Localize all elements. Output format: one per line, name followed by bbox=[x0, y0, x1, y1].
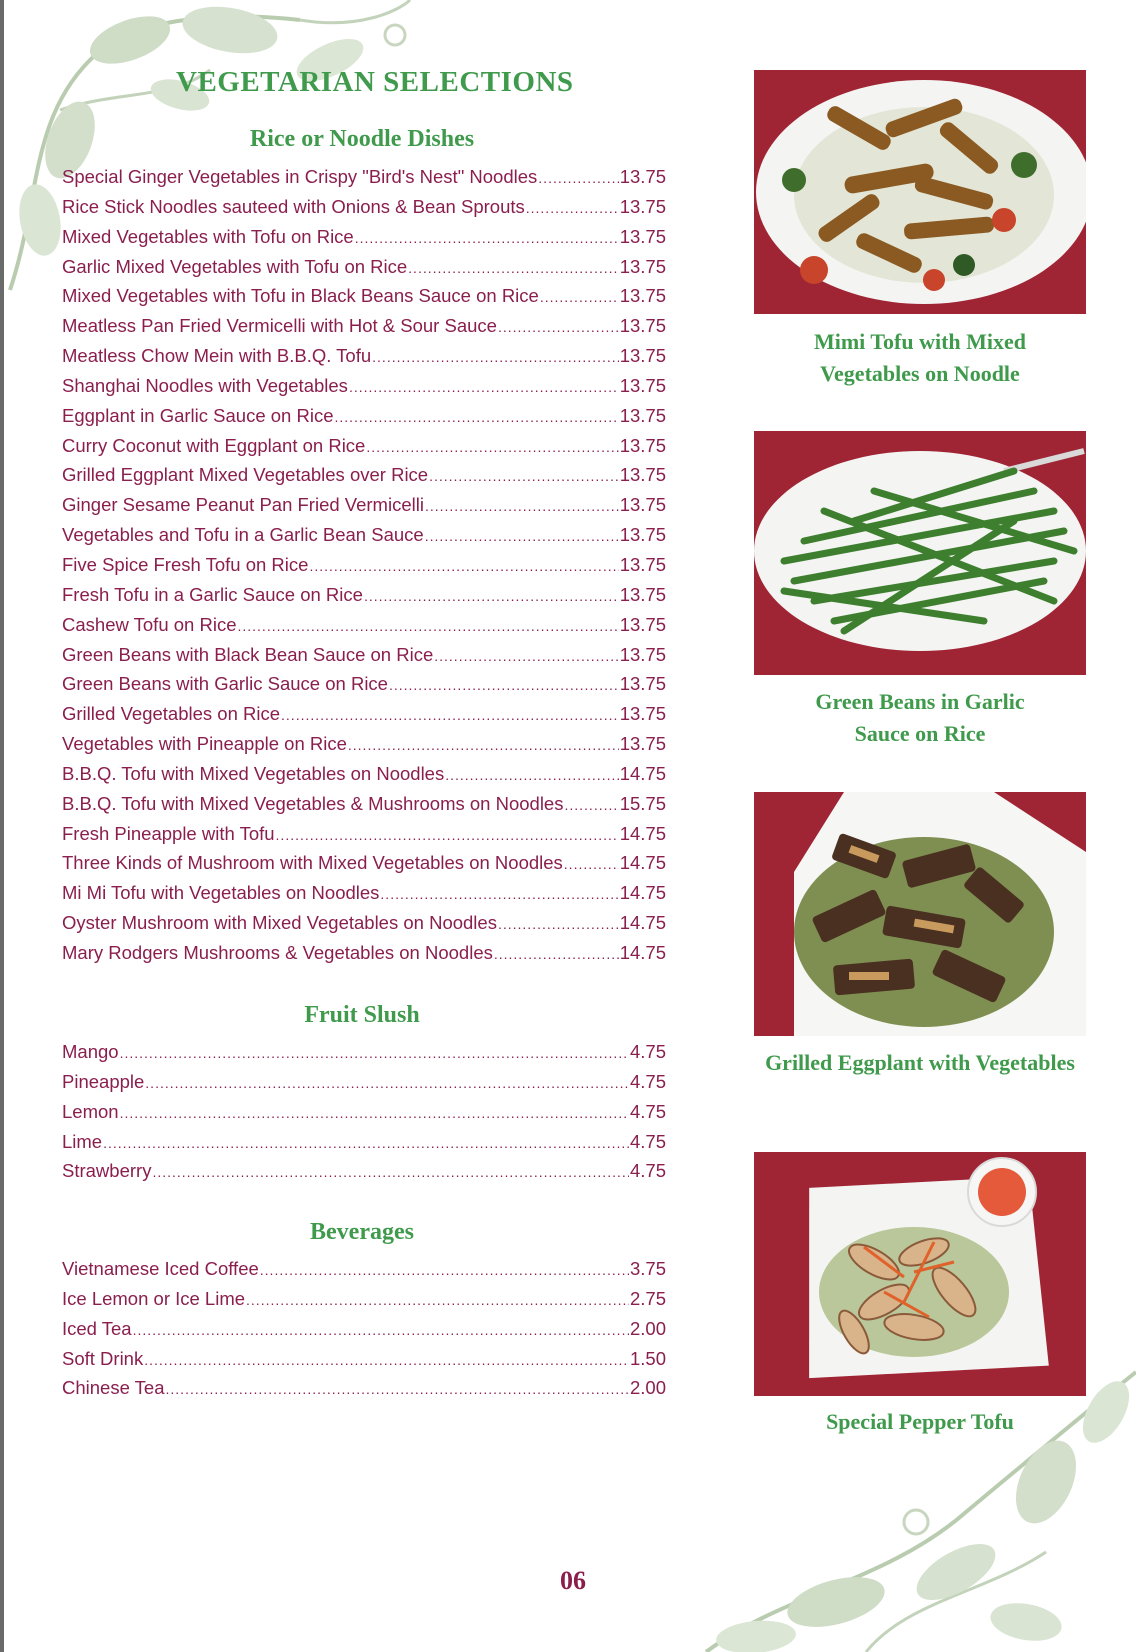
dot-leader bbox=[349, 373, 619, 403]
dot-leader bbox=[145, 1069, 629, 1099]
menu-item-name: B.B.Q. Tofu with Mixed Vegetables on Noodles bbox=[62, 762, 445, 784]
menu-item-name: Meatless Chow Mein with B.B.Q. Tofu bbox=[62, 345, 372, 367]
dot-leader bbox=[564, 850, 619, 880]
menu-item bbox=[62, 341, 666, 371]
dot-leader bbox=[276, 821, 619, 851]
dot-leader bbox=[389, 671, 619, 701]
menu-item bbox=[62, 789, 666, 819]
menu-item-name: Mi Mi Tofu with Vegetables on Noodles bbox=[62, 882, 380, 904]
dot-leader bbox=[372, 343, 619, 373]
menu-item-price: 13.75 bbox=[619, 673, 666, 695]
menu-item-price: 13.75 bbox=[619, 703, 666, 725]
menu-item bbox=[62, 878, 666, 908]
menu-item-price: 13.75 bbox=[619, 315, 666, 337]
vine-decoration-bottom bbox=[666, 1352, 1136, 1652]
dot-leader bbox=[260, 1256, 629, 1286]
menu-item bbox=[62, 938, 666, 968]
dot-leader bbox=[429, 462, 619, 492]
menu-item-name: Curry Coconut with Eggplant on Rice bbox=[62, 434, 366, 456]
caption-line: Mimi Tofu with Mixed bbox=[813, 329, 1027, 354]
dot-leader bbox=[348, 731, 619, 761]
menu-item-name: Vegetables and Tofu in a Garlic Bean Sauce bbox=[62, 524, 424, 546]
menu-item-price: 14.75 bbox=[619, 912, 666, 934]
pepper-tofu-dish-photo bbox=[754, 1152, 1086, 1396]
menu-item bbox=[62, 192, 666, 222]
dot-leader bbox=[526, 194, 619, 224]
menu-item-name: Chinese Tea bbox=[62, 1377, 165, 1399]
menu-item-name: Green Beans with Black Bean Sauce on Rice bbox=[62, 643, 434, 665]
menu-item bbox=[62, 281, 666, 311]
menu-item-price: 13.75 bbox=[619, 553, 666, 575]
tofu-noodle-dish-photo bbox=[754, 70, 1086, 314]
menu-item bbox=[62, 252, 666, 282]
menu-item bbox=[62, 1156, 666, 1186]
green-beans-dish-photo bbox=[754, 431, 1086, 675]
grilled-eggplant-dish-photo bbox=[754, 792, 1086, 1036]
menu-item-price: 13.75 bbox=[619, 285, 666, 307]
menu-item-price: 13.75 bbox=[619, 345, 666, 367]
menu-item-name: Shanghai Noodles with Vegetables bbox=[62, 374, 348, 396]
menu-item-name: Fresh Pineapple with Tofu bbox=[62, 822, 275, 844]
menu-item-name: Rice Stick Noodles sauteed with Onions & Bean Sprouts bbox=[62, 195, 525, 217]
menu-item-price: 13.75 bbox=[619, 494, 666, 516]
dot-leader bbox=[364, 582, 619, 612]
menu-item-name: Special Ginger Vegetables in Crispy "Bird's Nest" Noodles bbox=[62, 166, 538, 187]
section-title-rice-noodle: Rice or Noodle Dishes bbox=[249, 126, 475, 152]
menu-item-price: 2.75 bbox=[629, 1287, 666, 1309]
menu-item bbox=[62, 1314, 666, 1344]
menu-item bbox=[62, 1067, 666, 1097]
menu-item bbox=[62, 162, 666, 192]
menu-item-price: 13.75 bbox=[619, 613, 666, 635]
caption-grilled-eggplant bbox=[736, 1047, 1104, 1079]
caption-line: Green Beans in Garlic bbox=[815, 689, 1025, 714]
menu-item-name: Iced Tea bbox=[62, 1317, 132, 1339]
menu-item-price: 14.75 bbox=[619, 822, 666, 844]
menu-item-name: Oyster Mushroom with Mixed Vegetables on Noodles bbox=[62, 912, 497, 934]
menu-item-name: Strawberry bbox=[62, 1160, 152, 1182]
menu-item-price: 4.75 bbox=[629, 1100, 666, 1122]
menu-item-name: Soft Drink bbox=[62, 1347, 144, 1369]
menu-item-price: 15.75 bbox=[619, 792, 666, 814]
menu-item-name: Mixed Vegetables with Tofu on Rice bbox=[62, 225, 354, 247]
menu-item-price: 14.75 bbox=[619, 941, 666, 963]
menu-item bbox=[62, 550, 666, 580]
dot-leader bbox=[564, 791, 618, 821]
menu-item-price: 4.75 bbox=[629, 1041, 666, 1062]
dot-leader bbox=[152, 1158, 629, 1188]
menu-item bbox=[62, 1284, 666, 1314]
menu-item-price: 3.75 bbox=[629, 1258, 666, 1279]
page-number: 06 bbox=[560, 1566, 586, 1595]
dot-leader bbox=[144, 1346, 629, 1376]
menu-item-price: 13.75 bbox=[619, 374, 666, 396]
menu-item-name: B.B.Q. Tofu with Mixed Vegetables & Mushrooms on Noodles bbox=[62, 792, 564, 814]
dot-leader bbox=[366, 433, 618, 463]
menu-item-price: 4.75 bbox=[629, 1070, 666, 1092]
menu-item-price: 1.50 bbox=[629, 1347, 666, 1369]
dot-leader bbox=[237, 612, 618, 642]
menu-item-price: 13.75 bbox=[619, 225, 666, 247]
menu-item bbox=[62, 729, 666, 759]
menu-item bbox=[62, 401, 666, 431]
dot-leader bbox=[408, 254, 619, 284]
menu-item-name: Ginger Sesame Peanut Pan Fried Vermicelli bbox=[62, 494, 424, 516]
menu-item-name: Fresh Tofu in a Garlic Sauce on Rice bbox=[62, 583, 363, 605]
menu-list-rice-noodle bbox=[62, 162, 666, 968]
menu-item bbox=[62, 580, 666, 610]
menu-item-name: Vietnamese Iced Coffee bbox=[62, 1258, 259, 1279]
menu-item-price: 13.75 bbox=[619, 643, 666, 665]
dot-leader bbox=[309, 552, 618, 582]
dot-leader bbox=[540, 283, 619, 313]
menu-item-name: Five Spice Fresh Tofu on Rice bbox=[62, 553, 309, 575]
menu-item-name: Lime bbox=[62, 1130, 103, 1152]
menu-item-name: Grilled Vegetables on Rice bbox=[62, 703, 281, 725]
menu-item-name: Lemon bbox=[62, 1100, 119, 1122]
menu-item-price: 13.75 bbox=[619, 524, 666, 546]
menu-item bbox=[62, 490, 666, 520]
menu-item-name: Three Kinds of Mushroom with Mixed Vegetables on Noodles bbox=[62, 852, 563, 874]
page-title: VEGETARIAN SELECTIONS bbox=[176, 66, 574, 98]
caption-line: Grilled Eggplant with Vegetables bbox=[765, 1050, 1075, 1075]
menu-item-price: 14.75 bbox=[619, 852, 666, 874]
dot-leader bbox=[103, 1129, 629, 1159]
menu-item-name: Eggplant in Garlic Sauce on Rice bbox=[62, 404, 334, 426]
caption-tofu-noodle bbox=[736, 326, 1104, 390]
dot-leader bbox=[445, 761, 618, 791]
caption-line: Vegetables on Noodle bbox=[820, 361, 1020, 386]
section-title-fruit-slush: Fruit Slush bbox=[304, 1002, 420, 1028]
dot-leader bbox=[246, 1286, 629, 1316]
menu-item-price: 14.75 bbox=[619, 882, 666, 904]
menu-item-name: Grilled Eggplant Mixed Vegetables over Rice bbox=[62, 464, 429, 486]
dot-leader bbox=[281, 701, 619, 731]
menu-item-name: Garlic Mixed Vegetables with Tofu on Rice bbox=[62, 255, 408, 277]
caption-line: Sauce on Rice bbox=[854, 721, 986, 746]
caption-pepper-tofu bbox=[736, 1406, 1104, 1438]
menu-item bbox=[62, 1344, 666, 1374]
menu-item bbox=[62, 1127, 666, 1157]
menu-item bbox=[62, 1037, 666, 1067]
menu-item-price: 13.75 bbox=[619, 166, 666, 187]
dot-leader bbox=[120, 1099, 629, 1129]
dot-leader bbox=[380, 880, 618, 910]
caption-line: Special Pepper Tofu bbox=[826, 1409, 1014, 1434]
menu-item bbox=[62, 371, 666, 401]
menu-item-name: Green Beans with Garlic Sauce on Rice bbox=[62, 673, 388, 695]
menu-item bbox=[62, 699, 666, 729]
menu-item-name: Vegetables with Pineapple on Rice bbox=[62, 733, 347, 755]
menu-item-name: Ice Lemon or Ice Lime bbox=[62, 1287, 246, 1309]
dot-leader bbox=[133, 1316, 629, 1346]
menu-item-price: 13.75 bbox=[619, 404, 666, 426]
dot-leader bbox=[120, 1039, 629, 1069]
menu-item-price: 14.75 bbox=[619, 762, 666, 784]
menu-item-price: 13.75 bbox=[619, 733, 666, 755]
menu-item-name: Mary Rodgers Mushrooms & Vegetables on Noodles bbox=[62, 941, 493, 963]
menu-item bbox=[62, 460, 666, 490]
dot-leader bbox=[434, 642, 618, 672]
menu-item bbox=[62, 222, 666, 252]
menu-item-name: Mango bbox=[62, 1041, 119, 1062]
menu-item bbox=[62, 1373, 666, 1403]
menu-item-price: 13.75 bbox=[619, 464, 666, 486]
menu-item bbox=[62, 759, 666, 789]
menu-item bbox=[62, 520, 666, 550]
menu-item bbox=[62, 669, 666, 699]
menu-item-price: 2.00 bbox=[629, 1377, 666, 1399]
menu-item bbox=[62, 1097, 666, 1127]
dot-leader bbox=[355, 224, 619, 254]
caption-green-beans bbox=[736, 686, 1104, 750]
dot-leader bbox=[425, 522, 619, 552]
menu-item bbox=[62, 311, 666, 341]
menu-item-price: 2.00 bbox=[629, 1317, 666, 1339]
dot-leader bbox=[538, 164, 618, 194]
menu-item-price: 13.75 bbox=[619, 434, 666, 456]
menu-item bbox=[62, 1254, 666, 1284]
menu-item-name: Pineapple bbox=[62, 1070, 145, 1092]
menu-item-name: Cashew Tofu on Rice bbox=[62, 613, 237, 635]
menu-item bbox=[62, 908, 666, 938]
menu-item bbox=[62, 610, 666, 640]
section-title-beverages: Beverages bbox=[310, 1219, 414, 1245]
dot-leader bbox=[166, 1375, 629, 1405]
dot-leader bbox=[498, 313, 619, 343]
dot-leader bbox=[494, 940, 619, 970]
dot-leader bbox=[334, 403, 618, 433]
menu-item-price: 4.75 bbox=[629, 1160, 666, 1182]
menu-item-price: 13.75 bbox=[619, 255, 666, 277]
menu-list-beverages bbox=[62, 1254, 666, 1403]
menu-item bbox=[62, 819, 666, 849]
menu-item bbox=[62, 848, 666, 878]
menu-list-fruit-slush bbox=[62, 1037, 666, 1186]
menu-item-name: Meatless Pan Fried Vermicelli with Hot & Sour Sauce bbox=[62, 315, 497, 337]
menu-item-price: 13.75 bbox=[619, 583, 666, 605]
menu-item bbox=[62, 431, 666, 461]
menu-item-price: 4.75 bbox=[629, 1130, 666, 1152]
menu-item bbox=[62, 640, 666, 670]
dot-leader bbox=[498, 910, 619, 940]
dot-leader bbox=[425, 492, 619, 522]
menu-item-price: 13.75 bbox=[619, 195, 666, 217]
menu-item-name: Mixed Vegetables with Tofu in Black Beans Sauce on Rice bbox=[62, 285, 539, 307]
